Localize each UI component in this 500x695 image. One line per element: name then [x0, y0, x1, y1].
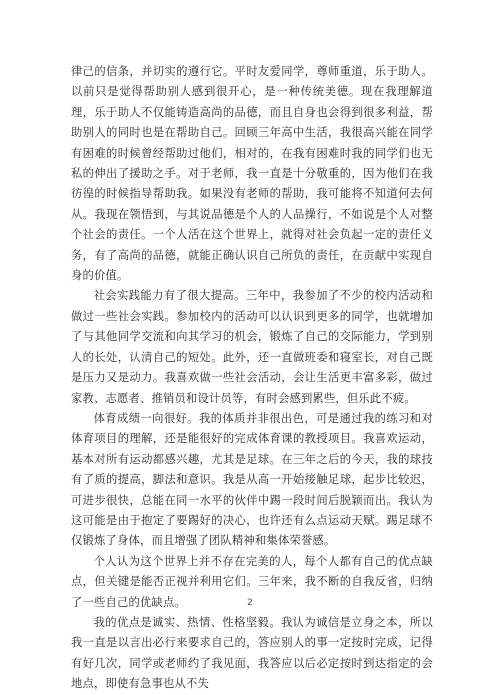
paragraph-sports: 体育成绩一向很好。我的体质并非很出色，可是通过我的练习和对体育项目的理解，还是能很好的完成体育课的教授项目。我喜欢运动，基本对所有运动都感兴趣，尤其是足球。在三年之后的今天，我的球技有了质的提高，脚法和意识。我是从高一开始接触足球，起步比较迟，可进步很快，总能在同一水平的伙伴中踢一段时间后脱颖而出。我认为这可能是由于抱定了要踢好的决心，也许还有么点运动天赋。踢足球不仅锻炼了身体，而且增强了团队精神和集体荣誉感。: [71, 411, 433, 548]
paragraph-social-practice: 社会实践能力有了很大提高。三年中，我参加了不少的校内活动和做过一些社会实践。参加校内的活动可以认识到更多的同学，也就增加了与其他同学交流和向其学习的机会，锻炼了自己的交际能力，学到别人的长处，认清自己的短处。此外，还一直做班委和寝室长，对自己既是压力又是动力。我喜欢做一些社会活动，会让生活更丰富多彩，做过家教、志愿者、推销员和设计员等，有时会感到累些，但乐此不疲。: [71, 289, 433, 405]
page-number: 2: [247, 598, 253, 608]
paragraph-ethics: 律己的信条，并切实的遵行它。平时友爱同学，尊师重道，乐于助人。以前只是觉得帮助别人感到很开心，是一种传统美德。现在我理解道理，乐于助人不仅能铸造高尚的品德，而且自身也会得到很多利益，帮助别人的同时也是在帮助自己。回顾三年高中生活，我很高兴能在同学有困难的时候曾经帮助过他们，相对的，在我有困难时我的同学们也无私的伸出了援助之手。对于老师，我一直是十分敬重的，因为他们在我彷徨的时候指导帮助我。如果没有老师的帮助，我可能将不知道何去何从。我现在领悟到，与其说品德是个人的人品操行，不如说是个人对整个社会的责任。一个人活在这个世界上，就得对社会负起一定的责任义务，有了高尚的品德，就能正确认识自己所负的责任，在贡献中实现自身的价值。: [71, 65, 433, 283]
paragraph-strengths: 我的优点是诚实、热情、性格坚毅。我认为诚信是立身之本，所以我一直是以言出必行来要求自己的，答应别人的事一定按时完成，记得有好几次，同学或老师约了我见面，我答应以后必定按时到达指定的会地点，即使有急事也从不失: [71, 615, 433, 691]
paragraph-self-reflection: 个人认为这个世界上并不存在完美的人，每个人都有自己的优点缺点，但关键是能否正视并利用它们。三年来，我不断的自我反省，归纳了一些自己的优缺点。: [71, 554, 433, 609]
